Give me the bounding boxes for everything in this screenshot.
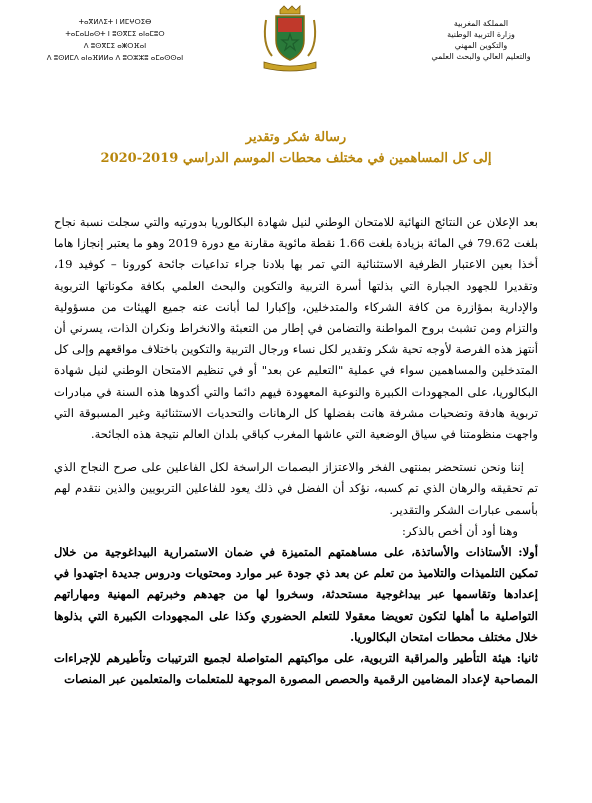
list-item-first [54,542,538,648]
list-item-text: على مواكبتهم المتواصلة لجميع الترتيبات وتأطيرهم للإجراءات المصاحبة لإعداد المضامين الرقمية والحصص المصورة الموجهة للمتعلمات والمتعلمين عبر المنصات [54,651,538,687]
letter-titles [0,128,592,170]
letterhead [0,0,592,115]
letter-title: رسالة شكر وتقدير [245,130,347,145]
list-item-text: على مساهمتهم المتميزة في ضمان الاستمرارية البيداغوجية من خلال تمكين التلميذات والتلاميذ من تعلم عن بعد ذي جودة عبر موارد ومحتويات ودروس جديدة اجتهدوا في إعدادها وتقاسمها عبر بيداغوجية مستحدثة، وسخروا لها من جهدهم وخبرتهم المهنية ومهاراتهم التواصلية ما أهلها لتكون تعويضا معقولا للتعلم الحضوري وكذا على المجهودات الكبيرة التي بذلوها خلال مختلف محطات امتحان البكالوريا. [54,545,538,644]
list-item-lead: ثانيا: هيئة التأطير والمراقبة التربوية، [359,651,539,666]
letter-body [54,212,538,690]
coat-of-arms-emblem [258,4,322,74]
paragraph-intro: بعد الإعلان عن النتائج النهائية للامتحان الوطني لنيل شهادة البكالوريا بدورتيه والتي سجلت نسبة نجاح بلغت 79.62 في المائة بزيادة بلغت 1.66 نقطة مائوية مقارنة مع دورة 2019 وهو ما يعتبر إنجازا هاما أخذا بعين الاعتبار الظرفية الاستثنائية التي تمر بها بلادنا جراء تداعيات جائحة كورونا – كوفيد 19، وتقديرا للجهود الجبارة التي بذلتها أسرة التربية والتكوين والبحث العلمي بكافة مكوناتها التربوية والإدارية بمؤازرة من كافة الشركاء والمتدخلين، وإكبارا لما أبانت عنه جميع الهيئات من مسؤولية والتزام ومن تشبث بروح المواطنة والتضامن في إطار من التعبئة والانخراط ونكران الذات، يسرني أن أنتهز هذه الفرصة لأوجه تحية شكر وتقدير لكل نساء ورجال التربية والتكوين باختلاف مواقعهم وإلى كل المتدخلين والمساهمين سواء في عملية "التعليم عن بعد" أو في تنظيم الامتحان الوطني لنيل شهادة البكالوريا، على المجهودات الكبيرة والنوعية المعهودة فيهم دائما والتي أكدوها هذه السنة في مبادرات تربوية هادفة وتضحيات مشرفة هانت بفضلها كل الرهانات والتحديات الاستثنائية وغير المسبوقة التي واجهت منظومتنا في سياق الوضعية التي عاشها المغرب كباقي بلدان العالم نتيجة هذه الجائحة. [54,215,538,442]
org-line: والتعليم العالي والبحث العلمي [431,52,531,61]
org-line: والتكوين المهني [454,41,508,50]
letter-subtitle: إلى كل المساهمين في مختلف محطات الموسم الدراسي 2019-2020 [100,151,492,166]
ministry-name-arabic [396,18,566,62]
org-line: المملكة المغربية [453,19,509,28]
tifinagh-line: ⵜⴰⴳⵍⴷⵉⵜ ⵏ ⵍⵎⵖⵔⵉⴱ [78,18,152,26]
list-item-lead: أولا: الأستاذات والأساتذة، [411,545,538,560]
org-line: وزارة التربية الوطنية [447,30,515,39]
list-item-second [54,648,538,690]
tifinagh-line: ⴷ ⵓⵙⵍⵎⴷ ⴰⵏⴰⴼⵍⵍⴰ ⴷ ⵓⵔⵣⵣⵓ ⴰⵎⴰⵙⵙⴰⵏ [46,54,184,62]
tifinagh-ministry-name [20,16,210,64]
paragraph-mention: وهنا أود أن أخص بالذكر: [402,523,518,538]
tifinagh-line: ⵜⴰⵎⴰⵡⴰⵙⵜ ⵏ ⵓⵙⴳⵎⵉ ⴰⵏⴰⵎⵓⵔ [65,30,165,38]
paragraph-pride: إننا ونحن نستحضر بمنتهى الفخر والاعتزاز البصمات الراسخة لكل الفاعلين على صرح النجاح الذي تم تحقيقه والرهان الذي تم كسبه، نؤكد أن الفضل في ذلك يعود للفاعلين التربويين والذين نتقدم لهم بأسمى عبارات الشكر والتقدير. [54,460,538,517]
tifinagh-line: ⴷ ⵓⵙⴳⵎⵉ ⴰⵥⵔⴼⴰⵏ [83,42,147,50]
